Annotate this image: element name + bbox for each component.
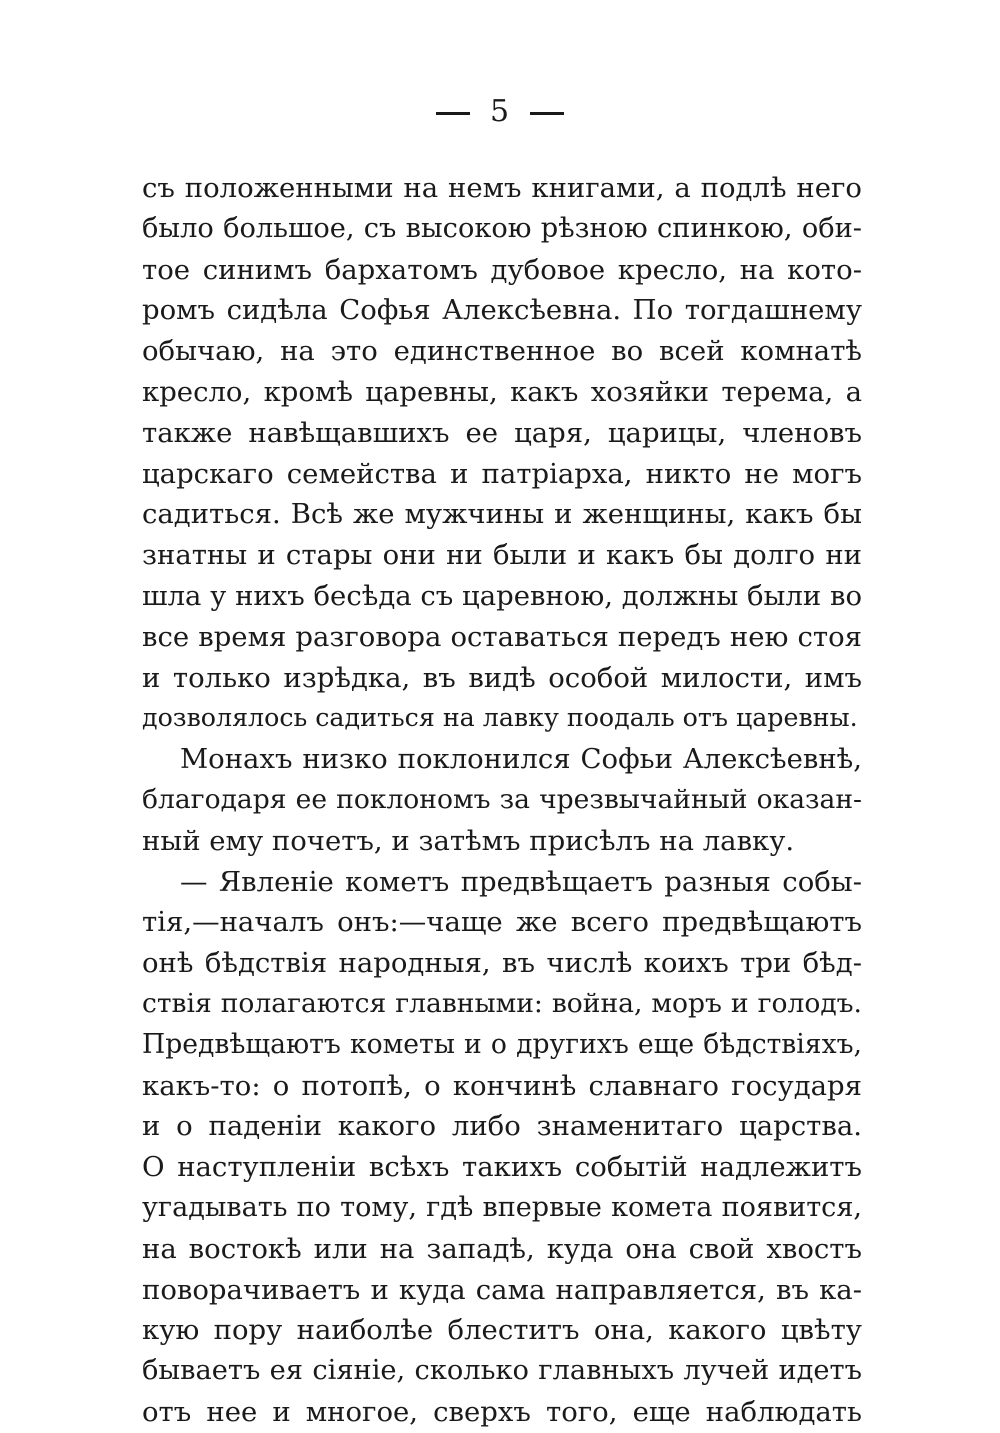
text-line: Монахъ низко поклонился Софьи Алексѣевнѣ,	[180, 743, 862, 776]
header-dash-left	[436, 112, 470, 115]
text-line: обычаю, на это единственное во всей комнатѣ	[142, 335, 862, 368]
text-line: поворачиваетъ и куда сама направляется, въ ка-	[142, 1273, 862, 1306]
text-line: отъ нее и многое, сверхъ того, еще наблюдать	[142, 1395, 862, 1428]
text-line: онѣ бѣдствія народныя, въ числѣ коихъ три бѣд-	[142, 947, 862, 980]
text-line: кую пору наиболѣе блеститъ она, какого цвѣту	[142, 1314, 862, 1347]
text-line: садиться. Всѣ же мужчины и женщины, какъ бы	[142, 498, 862, 531]
text-line: съ положенными на немъ книгами, а подлѣ него	[142, 172, 862, 204]
text-line: было большое, съ высокою рѣзною спинкою, оби-	[142, 212, 862, 244]
page-number: 5	[489, 94, 511, 129]
header-dash-right	[530, 112, 564, 115]
text-line: также навѣщавшихъ ее царя, царицы, членовъ	[142, 416, 862, 449]
text-line: шла у нихъ бесѣда съ царевною, должны были во	[142, 579, 863, 612]
text-line: и о паденіи какого либо знаменитаго царства.	[142, 1110, 862, 1143]
text-line: тое синимъ бархатомъ дубовое кресло, на кото-	[142, 253, 862, 286]
text-line: угадывать по тому, гдѣ впервые комета появится,	[142, 1191, 862, 1223]
text-line: все время разговора оставаться передъ нею стоя	[142, 620, 862, 653]
text-line: кресло, кромѣ царевны, какъ хозяйки терема, а	[142, 375, 862, 408]
text-line: бываетъ ея сіяніе, сколько главныхъ лучей идетъ	[142, 1355, 862, 1387]
text-line: ромъ сидѣла Софья Алексѣевна. По тогдашнему	[142, 294, 862, 327]
text-line: какъ-то: о потопѣ, о кончинѣ славнаго государя	[142, 1069, 862, 1102]
text-line: царскаго семейства и патріарха, никто не могъ	[142, 457, 862, 490]
text-line: дозволялось садиться на лавку поодаль отъ царевны.	[142, 703, 858, 733]
text-line: ный ему почетъ, и затѣмъ присѣлъ на лавку.	[142, 824, 795, 857]
text-line: О наступленіи всѣхъ такихъ событій надлежитъ	[142, 1151, 862, 1184]
text-line: знатны и стары они ни были и какъ бы долго ни	[142, 539, 862, 572]
text-line: благодаря ее поклономъ за чрезвычайный оказан-	[142, 783, 862, 815]
text-line: и только изрѣдка, въ видѣ особой милости, имъ	[142, 661, 862, 694]
text-line: — Явленіе кометъ предвѣщаетъ разныя собы-	[180, 865, 862, 898]
text-line: тія,—началъ онъ:—чаще же всего предвѣщаютъ	[142, 906, 862, 939]
text-line: ствія полагаются главными: война, моръ и голодъ.	[142, 987, 862, 1019]
page-header	[0, 92, 1000, 132]
text-line: Предвѣщаютъ кометы и о другихъ еще бѣдствіяхъ,	[142, 1028, 862, 1060]
text-line: на востокѣ или на западѣ, куда она свой хвостъ	[142, 1232, 862, 1265]
text-body	[142, 168, 862, 1433]
